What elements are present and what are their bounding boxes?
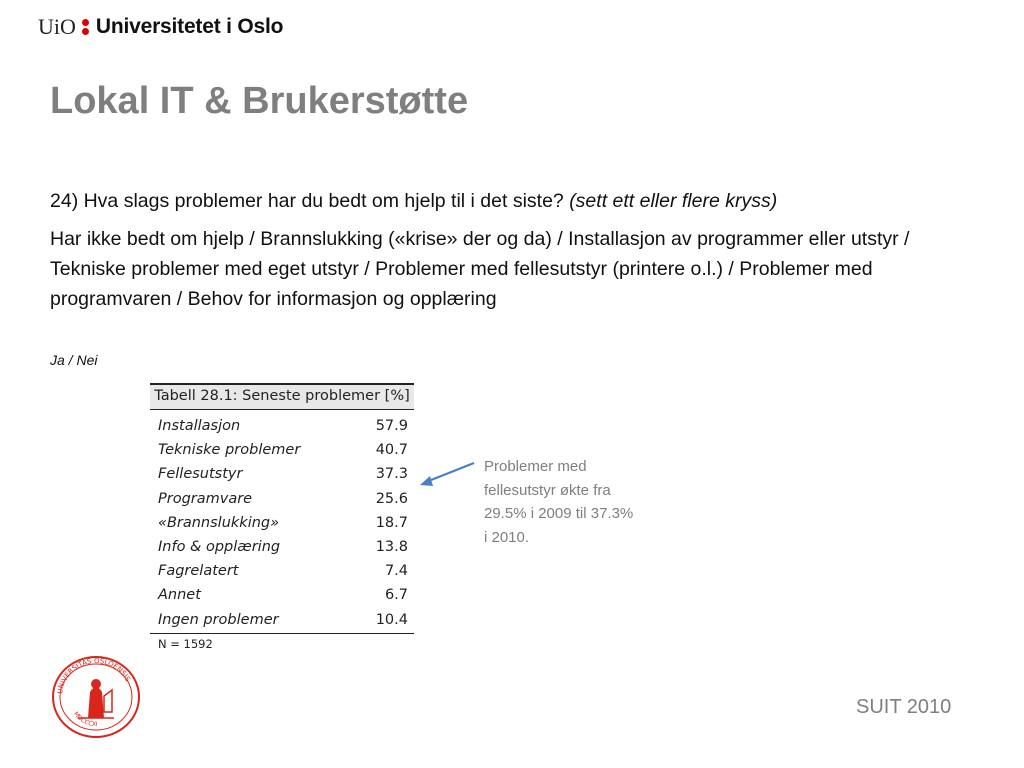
row-value: 6.7 (384, 587, 408, 604)
university-seal-icon (52, 656, 140, 738)
logo-name: Universitetet i Oslo (95, 15, 284, 38)
row-label: Annet (158, 587, 201, 604)
table-body (150, 410, 414, 634)
slide-title: Lokal IT & Brukerstøtte (50, 80, 469, 122)
arrow-icon (416, 460, 480, 490)
table-row (150, 438, 414, 462)
row-value: 37.3 (375, 466, 408, 483)
row-label: Tekniske problemer (158, 442, 301, 459)
table-row (150, 608, 414, 632)
row-label: Info & opplæring (158, 539, 281, 556)
svg-text:UNIVERSITAS OSLOENSIS: UNIVERSITAS OSLOENSIS (56, 656, 132, 695)
row-label: Programvare (158, 490, 253, 507)
annotation-note: Problemer med fellesutstyr økte fra 29.5% i 2009 til 37.3% i 2010. (484, 458, 634, 546)
row-label: «Brannslukking» (158, 514, 280, 531)
table-row (150, 535, 414, 559)
table-row (150, 511, 414, 535)
answer-options: Har ikke bedt om hjelp / Brannslukking («krise» der og da) / Installasjon av programmer eller utstyr / Tekniske problemer med eget utstyr / Problemer med fellesutstyr (printere o.l.) / Problemer med programvaren / Behov for informasjon og opplæring (50, 228, 910, 310)
table-n-note: N = 1592 (158, 636, 213, 651)
row-value: 18.7 (375, 514, 408, 531)
row-label: Ingen problemer (158, 611, 279, 628)
row-value: 10.4 (375, 611, 408, 628)
row-value: 25.6 (375, 490, 408, 507)
question-hint: (sett ett eller flere kryss) (569, 190, 778, 212)
logo-dots-icon (82, 18, 89, 36)
table-row (150, 559, 414, 583)
logo-short: UiO (38, 14, 76, 39)
table-row (150, 583, 414, 607)
answer-scale: Ja / Nei (50, 352, 98, 368)
svg-text:MDCCCXI: MDCCCXI (71, 710, 98, 729)
footer-label: SUIT 2010 (856, 696, 952, 718)
row-value: 40.7 (375, 442, 408, 459)
row-label: Installasjon (158, 418, 241, 435)
table-row (150, 462, 414, 486)
row-value: 13.8 (375, 539, 408, 556)
table-row (150, 414, 414, 438)
row-label: Fellesutstyr (158, 466, 243, 483)
question-text: 24) Hva slags problemer har du bedt om hjelp til i det siste? (50, 190, 564, 212)
row-label: Fagrelatert (158, 563, 239, 580)
results-table (150, 383, 414, 651)
row-value: 57.9 (375, 418, 408, 435)
table-row (150, 487, 414, 511)
uio-logo (38, 12, 283, 42)
row-value: 7.4 (384, 563, 408, 580)
survey-question (50, 187, 970, 215)
table-title: Tabell 28.1: Seneste problemer [%] (150, 383, 414, 410)
